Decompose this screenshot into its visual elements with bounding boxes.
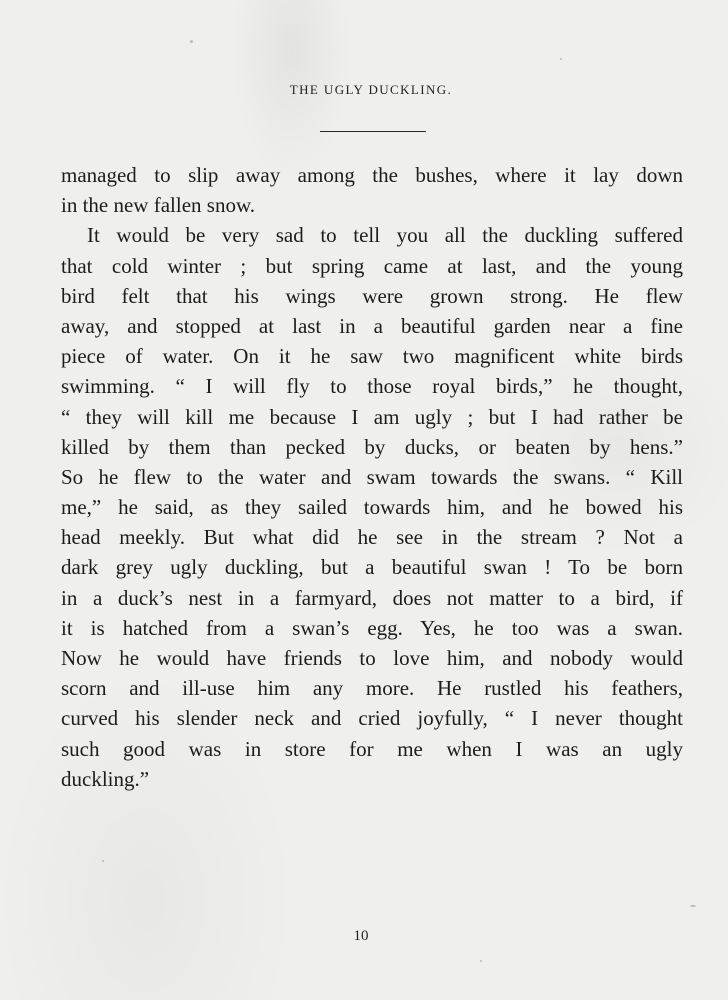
text-line: curved his slender neck and cried joyfully, “ I never thought <box>61 706 683 731</box>
text-line: It would be very sad to tell you all the duckling suffered <box>87 223 683 248</box>
paper-speck <box>480 960 482 962</box>
text-line: bird felt that his wings were grown strong. He flew <box>61 283 683 308</box>
text-line: piece of water. On it he saw two magnificent white birds <box>61 344 683 369</box>
paper-speck <box>560 58 562 60</box>
text-line: So he flew to the water and swam towards the swans. “ Kill <box>61 464 683 489</box>
running-head: THE UGLY DUCKLING. <box>289 82 453 97</box>
text-line: away, and stopped at last in a beautiful garden near a fine <box>61 313 683 338</box>
text-line: dark grey ugly duckling, but a beautiful swan ! To be born <box>61 555 683 580</box>
text-line: managed to slip away among the bushes, where it lay down <box>61 163 683 187</box>
paper-speck <box>672 590 675 593</box>
text-line: killed by them than pecked by ducks, or beaten by hens.” <box>61 434 683 459</box>
text-line: that cold winter ; but spring came at last, and the young <box>61 253 683 278</box>
text-line: Now he would have friends to love him, and nobody would <box>61 646 683 670</box>
text-line: me,” he said, as they sailed towards him, and he bowed his <box>61 495 683 520</box>
title-rule <box>320 131 426 132</box>
text-line: head meekly. But what did he see in the stream ? Not a <box>61 525 683 550</box>
text-line: swimming. “ I will fly to those royal birds,” he thought, <box>61 374 683 399</box>
text-line: duckling.” <box>61 766 150 791</box>
body-text <box>61 160 683 794</box>
text-line: in a duck’s nest in a farmyard, does not matter to a bird, if <box>61 585 683 610</box>
text-line: “ they will kill me because I am ugly ; but I had rather be <box>61 404 683 429</box>
text-line: such good was in store for me when I was an ugly <box>61 736 683 761</box>
paper-speck <box>102 860 104 862</box>
text-line: in the new fallen snow. <box>61 193 256 218</box>
page-number: 10 <box>353 928 369 944</box>
text-line: scorn and ill-use him any more. He rustled his feathers, <box>61 676 683 701</box>
paper-speck <box>190 40 193 43</box>
paper-speck <box>690 905 696 907</box>
text-line: it is hatched from a swan’s egg. Yes, he too was a swan. <box>61 615 683 640</box>
